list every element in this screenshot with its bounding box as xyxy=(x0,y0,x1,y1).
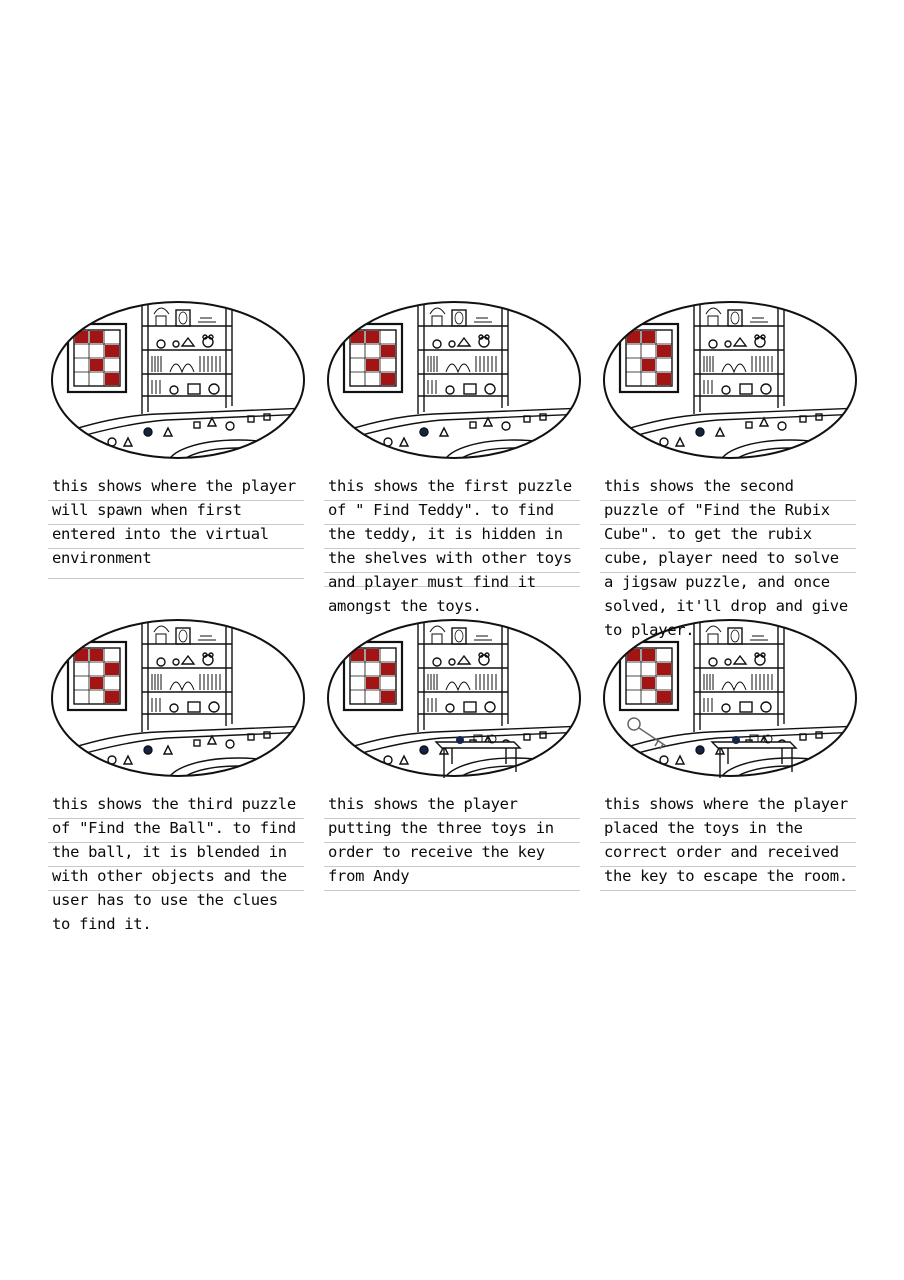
storyboard-panel xyxy=(48,296,308,596)
scene-find-teddy-illustration xyxy=(324,296,584,466)
panel-caption: this shows the player putting the three toys in order to receive the key from Andy xyxy=(328,795,554,885)
storyboard-panel xyxy=(324,296,584,615)
scene-rubix-cube-illustration xyxy=(600,296,860,466)
table xyxy=(712,735,796,778)
scene-key-received-illustration xyxy=(600,614,860,784)
panel-caption: this shows where the player will spawn when first entered into the virtual environment xyxy=(52,477,296,567)
table xyxy=(436,735,520,778)
storyboard-panel xyxy=(48,614,308,933)
scene-toys-on-table-illustration xyxy=(324,614,584,784)
storyboard-panel xyxy=(324,614,584,914)
storyboard-panel xyxy=(600,614,860,914)
panel-caption: this shows the second puzzle of "Find the Rubix Cube". to get the rubix cube, player need to solve a jigsaw puzzle, and once solved, it'll drop and give to player. xyxy=(604,477,848,639)
storyboard-panel xyxy=(600,296,860,639)
scene-find-ball-illustration xyxy=(48,614,308,784)
panel-caption: this shows the third puzzle of "Find the Ball". to find the ball, it is blended in with other objects and the user has to use the clues to find it. xyxy=(52,795,296,933)
scene-spawn-illustration xyxy=(48,296,308,466)
panel-caption: this shows where the player placed the toys in the correct order and received the key to escape the room. xyxy=(604,795,848,885)
panel-caption: this shows the first puzzle of " Find Teddy". to find the teddy, it is hidden in the shelves with other toys and player must find it amongst the toys. xyxy=(328,477,572,615)
